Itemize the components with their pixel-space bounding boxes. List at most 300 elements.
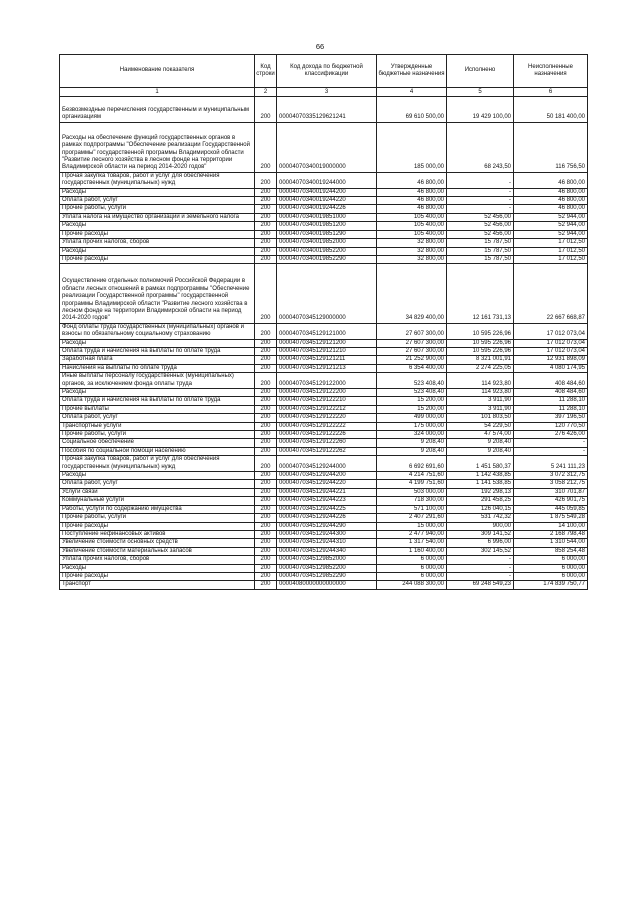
row-executed-cell: 531 742,32 [447, 514, 514, 522]
row-unexecuted-cell: 6 000,00 [514, 564, 588, 572]
row-income-code-cell: 00004080000000000000 [277, 581, 377, 589]
row-line-code-cell: 200 [255, 447, 277, 455]
row-line-code-cell: 200 [255, 547, 277, 555]
row-name-cell: Коммунальные услуги [60, 497, 255, 505]
row-income-code-cell: 00004070345129121210 [277, 347, 377, 355]
row-income-code-cell: 00004070345129852200 [277, 564, 377, 572]
row-executed-cell: 52 456,00 [447, 230, 514, 238]
row-name-cell: Пособия по социальной помощи населению [60, 447, 255, 455]
row-income-code-cell: 00004070340019851290 [277, 230, 377, 238]
row-name-cell: Прочая закупка товаров, работ и услуг для обеспечения государственных (муниципальных) нужд [60, 456, 255, 472]
row-approved-cell: 105 400,00 [377, 222, 447, 230]
row-approved-cell: 15 000,00 [377, 522, 447, 530]
column-number: 3 [277, 88, 377, 97]
row-line-code-cell: 200 [255, 397, 277, 405]
row-executed-cell: 291 458,25 [447, 497, 514, 505]
row-line-code-cell: 200 [255, 122, 277, 172]
row-approved-cell: 32 800,00 [377, 247, 447, 255]
row-executed-cell: - [447, 205, 514, 213]
row-approved-cell: 718 300,00 [377, 497, 447, 505]
row-approved-cell: 15 200,00 [377, 405, 447, 413]
row-unexecuted-cell: 6 000,00 [514, 556, 588, 564]
header-executed: Исполнено [447, 55, 514, 88]
row-approved-cell: 6 000,00 [377, 572, 447, 580]
row-executed-cell: 1 451 580,37 [447, 456, 514, 472]
row-income-code-cell: 00004070340019244226 [277, 205, 377, 213]
table-row [60, 247, 588, 255]
row-name-cell: Уплата прочих налогов, сборов [60, 556, 255, 564]
row-name-cell: Начисления на выплаты по оплате труда [60, 364, 255, 372]
row-approved-cell: 34 829 400,00 [377, 264, 447, 323]
row-income-code-cell: 00004070345129244226 [277, 514, 377, 522]
row-unexecuted-cell: - [514, 439, 588, 447]
row-line-code-cell: 200 [255, 356, 277, 364]
row-income-code-cell: 00004070345129244223 [277, 497, 377, 505]
column-number: 4 [377, 88, 447, 97]
row-unexecuted-cell: 46 800,00 [514, 188, 588, 196]
row-unexecuted-cell: 52 944,00 [514, 230, 588, 238]
row-name-cell: Безвозмездные перечисления государственным и муниципальным организациям [60, 97, 255, 123]
row-line-code-cell: 200 [255, 572, 277, 580]
row-income-code-cell: 00004070340019000000 [277, 122, 377, 172]
row-executed-cell: 114 923,80 [447, 389, 514, 397]
row-unexecuted-cell: 17 012 073,04 [514, 323, 588, 339]
row-line-code-cell: 200 [255, 422, 277, 430]
row-line-code-cell: 200 [255, 197, 277, 205]
row-unexecuted-cell: 52 944,00 [514, 222, 588, 230]
table-row [60, 222, 588, 230]
table-row [60, 431, 588, 439]
row-approved-cell: 6 354 400,00 [377, 364, 447, 372]
budget-execution-table [59, 54, 588, 590]
row-executed-cell: 126 040,15 [447, 505, 514, 513]
row-executed-cell: 114 923,80 [447, 373, 514, 389]
row-name-cell: Услуги связи [60, 488, 255, 496]
row-line-code-cell: 200 [255, 581, 277, 589]
row-approved-cell: 105 400,00 [377, 230, 447, 238]
row-approved-cell: 27 607 300,00 [377, 339, 447, 347]
row-executed-cell: 54 229,50 [447, 422, 514, 430]
row-line-code-cell: 200 [255, 480, 277, 488]
row-unexecuted-cell: 1 310 544,00 [514, 539, 588, 547]
row-income-code-cell: 00004070345129244225 [277, 505, 377, 513]
header-row [60, 55, 588, 88]
row-approved-cell: 46 800,00 [377, 205, 447, 213]
table-row [60, 239, 588, 247]
row-unexecuted-cell: 408 484,60 [514, 389, 588, 397]
row-line-code-cell: 200 [255, 431, 277, 439]
row-approved-cell: 69 610 500,00 [377, 97, 447, 123]
table-row [60, 397, 588, 405]
row-approved-cell: 4 199 751,60 [377, 480, 447, 488]
row-approved-cell: 244 088 300,00 [377, 581, 447, 589]
row-income-code-cell: 00004070345129122262 [277, 447, 377, 455]
table-row [60, 564, 588, 572]
row-approved-cell: 105 400,00 [377, 213, 447, 221]
row-unexecuted-cell: 174 839 750,77 [514, 581, 588, 589]
row-line-code-cell: 200 [255, 472, 277, 480]
row-line-code-cell: 200 [255, 255, 277, 263]
row-income-code-cell: 00004070340019244000 [277, 172, 377, 188]
row-name-cell: Заработная плата [60, 356, 255, 364]
row-income-code-cell: 00004070345129121200 [277, 339, 377, 347]
row-executed-cell: 302 145,52 [447, 547, 514, 555]
row-income-code-cell: 00004070340019852200 [277, 247, 377, 255]
row-income-code-cell: 00004070340019852290 [277, 255, 377, 263]
row-approved-cell: 2 477 940,00 [377, 530, 447, 538]
table-row [60, 497, 588, 505]
table-row [60, 339, 588, 347]
table-row [60, 488, 588, 496]
row-approved-cell: 175 000,00 [377, 422, 447, 430]
row-name-cell: Оплата работ, услуг [60, 197, 255, 205]
row-approved-cell: 46 800,00 [377, 188, 447, 196]
row-income-code-cell: 00004070345129244310 [277, 539, 377, 547]
row-approved-cell: 6 000,00 [377, 564, 447, 572]
row-name-cell: Расходы [60, 389, 255, 397]
row-line-code-cell: 200 [255, 97, 277, 123]
row-approved-cell: 499 000,00 [377, 414, 447, 422]
row-line-code-cell: 200 [255, 405, 277, 413]
row-income-code-cell: 00004070345129244340 [277, 547, 377, 555]
row-line-code-cell: 200 [255, 497, 277, 505]
row-executed-cell: - [447, 197, 514, 205]
row-income-code-cell: 00004070345129244220 [277, 480, 377, 488]
row-executed-cell: 19 429 100,00 [447, 97, 514, 123]
table-row [60, 389, 588, 397]
row-executed-cell: 10 595 226,96 [447, 347, 514, 355]
row-line-code-cell: 200 [255, 389, 277, 397]
row-approved-cell: 46 800,00 [377, 197, 447, 205]
row-unexecuted-cell: 120 770,50 [514, 422, 588, 430]
header-income-code: Код дохода по бюджетной классификации [277, 55, 377, 88]
row-line-code-cell: 200 [255, 188, 277, 196]
row-approved-cell: 15 200,00 [377, 397, 447, 405]
row-approved-cell: 324 000,00 [377, 431, 447, 439]
row-executed-cell: 68 243,50 [447, 122, 514, 172]
row-executed-cell: 1 142 438,85 [447, 472, 514, 480]
header-approved: Утвержденные бюджетные назначения [377, 55, 447, 88]
row-executed-cell: 15 787,50 [447, 247, 514, 255]
row-unexecuted-cell: 4 080 174,95 [514, 364, 588, 372]
column-number: 5 [447, 88, 514, 97]
row-executed-cell: 12 161 731,13 [447, 264, 514, 323]
table-row [60, 172, 588, 188]
row-name-cell: Оплата труда и начисления на выплаты по оплате труда [60, 347, 255, 355]
row-unexecuted-cell: 1 875 549,28 [514, 514, 588, 522]
header-name: Наименование показателя [60, 55, 255, 88]
row-executed-cell: - [447, 556, 514, 564]
row-unexecuted-cell: 52 944,00 [514, 213, 588, 221]
row-unexecuted-cell: 11 288,10 [514, 397, 588, 405]
row-executed-cell: 1 141 538,85 [447, 480, 514, 488]
row-approved-cell: 32 800,00 [377, 239, 447, 247]
row-name-cell: Прочие выплаты [60, 405, 255, 413]
row-line-code-cell: 200 [255, 205, 277, 213]
row-income-code-cell: 00004070340019244200 [277, 188, 377, 196]
row-unexecuted-cell: 445 059,85 [514, 505, 588, 513]
table-row [60, 439, 588, 447]
row-approved-cell: 21 252 900,00 [377, 356, 447, 364]
row-executed-cell: 309 141,52 [447, 530, 514, 538]
table-row [60, 205, 588, 213]
table-row [60, 97, 588, 123]
row-unexecuted-cell: 11 288,10 [514, 405, 588, 413]
row-name-cell: Социальное обеспечение [60, 439, 255, 447]
row-line-code-cell: 200 [255, 373, 277, 389]
table-row [60, 230, 588, 238]
row-income-code-cell: 00004070345129121213 [277, 364, 377, 372]
row-executed-cell: - [447, 564, 514, 572]
row-line-code-cell: 200 [255, 213, 277, 221]
row-line-code-cell: 200 [255, 239, 277, 247]
row-income-code-cell: 00004070340019851000 [277, 213, 377, 221]
row-income-code-cell: 00004070345129122200 [277, 389, 377, 397]
row-unexecuted-cell: 46 800,00 [514, 172, 588, 188]
column-number: 1 [60, 88, 255, 97]
table-row [60, 572, 588, 580]
row-name-cell: Оплата труда и начисления на выплаты по оплате труда [60, 397, 255, 405]
table-row [60, 356, 588, 364]
row-name-cell: Транспорт [60, 581, 255, 589]
table-row [60, 323, 588, 339]
row-income-code-cell: 00004070345129244290 [277, 522, 377, 530]
table-row [60, 188, 588, 196]
row-unexecuted-cell: 276 426,00 [514, 431, 588, 439]
row-approved-cell: 27 607 300,00 [377, 323, 447, 339]
row-name-cell: Прочие расходы [60, 230, 255, 238]
row-name-cell: Транспортные услуги [60, 422, 255, 430]
row-executed-cell: 3 911,90 [447, 405, 514, 413]
row-executed-cell: 192 298,13 [447, 488, 514, 496]
row-name-cell: Уплата прочих налогов, сборов [60, 239, 255, 247]
row-unexecuted-cell: 5 241 111,23 [514, 456, 588, 472]
row-approved-cell: 523 408,40 [377, 373, 447, 389]
row-unexecuted-cell: 858 254,48 [514, 547, 588, 555]
row-line-code-cell: 200 [255, 347, 277, 355]
row-line-code-cell: 200 [255, 456, 277, 472]
row-unexecuted-cell: 3 058 212,75 [514, 480, 588, 488]
row-approved-cell: 32 800,00 [377, 255, 447, 263]
row-unexecuted-cell: 12 931 898,09 [514, 356, 588, 364]
table-body [60, 97, 588, 590]
table-row [60, 414, 588, 422]
row-name-cell: Расходы [60, 564, 255, 572]
row-income-code-cell: 00004070340019852000 [277, 239, 377, 247]
row-name-cell: Прочие работы, услуги [60, 431, 255, 439]
row-line-code-cell: 200 [255, 222, 277, 230]
table-row [60, 547, 588, 555]
column-number: 2 [255, 88, 277, 97]
row-income-code-cell: 00004070345129244300 [277, 530, 377, 538]
row-unexecuted-cell: 17 012,50 [514, 255, 588, 263]
row-line-code-cell: 200 [255, 505, 277, 513]
row-income-code-cell: 00004070345129122222 [277, 422, 377, 430]
row-income-code-cell: 00004070345129244000 [277, 456, 377, 472]
table-row [60, 347, 588, 355]
row-line-code-cell: 200 [255, 539, 277, 547]
row-unexecuted-cell: 17 012 073,04 [514, 339, 588, 347]
row-approved-cell: 4 214 751,60 [377, 472, 447, 480]
header-line-code: Код строки [255, 55, 277, 88]
row-name-cell: Фонд оплаты труда государственных (муниципальных) органов и взносы по обязательному социальному страхованию [60, 323, 255, 339]
table-row [60, 480, 588, 488]
row-unexecuted-cell: 408 484,60 [514, 373, 588, 389]
table-row [60, 556, 588, 564]
row-name-cell: Расходы [60, 247, 255, 255]
row-income-code-cell: 00004070345129244200 [277, 472, 377, 480]
row-income-code-cell: 00004070345129244221 [277, 488, 377, 496]
row-name-cell: Прочие расходы [60, 255, 255, 263]
row-line-code-cell: 200 [255, 530, 277, 538]
row-approved-cell: 6 000,00 [377, 556, 447, 564]
row-approved-cell: 2 407 291,60 [377, 514, 447, 522]
row-line-code-cell: 200 [255, 439, 277, 447]
row-line-code-cell: 200 [255, 264, 277, 323]
row-approved-cell: 1 317 540,00 [377, 539, 447, 547]
row-line-code-cell: 200 [255, 564, 277, 572]
table-row [60, 422, 588, 430]
row-name-cell: Прочие расходы [60, 522, 255, 530]
table-row [60, 264, 588, 323]
row-income-code-cell: 00004070345129122220 [277, 414, 377, 422]
row-unexecuted-cell: 46 800,00 [514, 197, 588, 205]
row-income-code-cell: 00004070340019244220 [277, 197, 377, 205]
row-unexecuted-cell: 22 667 668,87 [514, 264, 588, 323]
row-unexecuted-cell: 2 168 798,48 [514, 530, 588, 538]
table-row [60, 472, 588, 480]
row-approved-cell: 503 000,00 [377, 488, 447, 496]
row-unexecuted-cell: 310 701,87 [514, 488, 588, 496]
row-executed-cell: 47 574,00 [447, 431, 514, 439]
row-line-code-cell: 200 [255, 514, 277, 522]
row-income-code-cell: 00004070345129000000 [277, 264, 377, 323]
table-row [60, 255, 588, 263]
row-name-cell: Оплата работ, услуг [60, 414, 255, 422]
row-approved-cell: 571 100,00 [377, 505, 447, 513]
row-unexecuted-cell: 116 756,50 [514, 122, 588, 172]
row-executed-cell: 52 456,00 [447, 222, 514, 230]
row-line-code-cell: 200 [255, 522, 277, 530]
row-approved-cell: 6 692 691,60 [377, 456, 447, 472]
row-name-cell: Расходы на обеспечение функций государственных органов в рамках подпрограммы "Обеспечение реализации Государственной программы" государственной программы Владимирской области "Развитие лесного хозяйства в лесном фонде на территории Владимирской области на период 2014-2020 годов" [60, 122, 255, 172]
header-unexecuted: Неисполненные назначения [514, 55, 588, 88]
row-income-code-cell: 00004070345129852000 [277, 556, 377, 564]
row-name-cell: Осуществление отдельных полномочий Российской Федерации в области лесных отношений в рамках подпрограммы "Обеспечение реализации Государственной программы" государственной программы Владимирской области "Развитие лесного хозяйства в лесном фонде на территории Владимирской области на период 2014-2020 годов" [60, 264, 255, 323]
row-income-code-cell: 00004070335129621241 [277, 97, 377, 123]
table-row [60, 373, 588, 389]
column-number: 6 [514, 88, 588, 97]
row-income-code-cell: 00004070345129852290 [277, 572, 377, 580]
row-approved-cell: 46 800,00 [377, 172, 447, 188]
row-name-cell: Расходы [60, 339, 255, 347]
row-approved-cell: 9 208,40 [377, 447, 447, 455]
row-income-code-cell: 00004070345129121000 [277, 323, 377, 339]
row-unexecuted-cell: 397 196,50 [514, 414, 588, 422]
row-line-code-cell: 200 [255, 414, 277, 422]
row-income-code-cell: 00004070340019851200 [277, 222, 377, 230]
row-approved-cell: 523 408,40 [377, 389, 447, 397]
row-approved-cell: 9 208,40 [377, 439, 447, 447]
row-unexecuted-cell: 50 181 400,00 [514, 97, 588, 123]
row-executed-cell: 9 208,40 [447, 447, 514, 455]
table-row [60, 514, 588, 522]
row-executed-cell: 69 248 549,23 [447, 581, 514, 589]
row-executed-cell: 15 787,50 [447, 239, 514, 247]
column-number-row [60, 88, 588, 97]
row-income-code-cell: 00004070345129122000 [277, 373, 377, 389]
row-name-cell: Работы, услуги по содержанию имущества [60, 505, 255, 513]
table-row [60, 405, 588, 413]
row-line-code-cell: 200 [255, 488, 277, 496]
table-row [60, 456, 588, 472]
row-executed-cell: 10 595 226,96 [447, 339, 514, 347]
row-name-cell: Прочие расходы [60, 572, 255, 580]
row-name-cell: Оплата работ, услуг [60, 480, 255, 488]
table-row [60, 539, 588, 547]
row-executed-cell: 9 208,40 [447, 439, 514, 447]
row-executed-cell: 3 911,90 [447, 397, 514, 405]
row-approved-cell: 27 607 300,00 [377, 347, 447, 355]
table-row [60, 197, 588, 205]
row-income-code-cell: 00004070345129122210 [277, 397, 377, 405]
row-approved-cell: 185 000,00 [377, 122, 447, 172]
row-name-cell: Прочая закупка товаров, работ и услуг для обеспечения государственных (муниципальных) нужд [60, 172, 255, 188]
row-line-code-cell: 200 [255, 230, 277, 238]
table-row [60, 581, 588, 589]
row-income-code-cell: 00004070345129122226 [277, 431, 377, 439]
table-row [60, 530, 588, 538]
row-unexecuted-cell: 17 012 073,04 [514, 347, 588, 355]
row-unexecuted-cell: 3 072 312,75 [514, 472, 588, 480]
page-number: 66 [315, 42, 325, 51]
row-name-cell: Расходы [60, 472, 255, 480]
row-executed-cell: 15 787,50 [447, 255, 514, 263]
row-line-code-cell: 200 [255, 247, 277, 255]
row-executed-cell: - [447, 188, 514, 196]
row-income-code-cell: 00004070345129121211 [277, 356, 377, 364]
row-unexecuted-cell: 17 012,50 [514, 247, 588, 255]
table-row [60, 447, 588, 455]
row-name-cell: Уплата налога на имущество организаций и земельного налога [60, 213, 255, 221]
row-executed-cell: 900,00 [447, 522, 514, 530]
row-name-cell: Прочие работы, услуги [60, 205, 255, 213]
row-executed-cell: - [447, 572, 514, 580]
row-unexecuted-cell: 426 901,75 [514, 497, 588, 505]
row-executed-cell: 52 456,00 [447, 213, 514, 221]
row-name-cell: Иные выплаты персоналу государственных (муниципальных) органов, за исключением фонда оплаты труда [60, 373, 255, 389]
row-income-code-cell: 00004070345129122260 [277, 439, 377, 447]
row-approved-cell: 1 160 400,00 [377, 547, 447, 555]
row-unexecuted-cell: 14 100,00 [514, 522, 588, 530]
row-executed-cell: - [447, 172, 514, 188]
row-income-code-cell: 00004070345129122212 [277, 405, 377, 413]
row-unexecuted-cell: 17 012,50 [514, 239, 588, 247]
row-unexecuted-cell: - [514, 447, 588, 455]
table-row [60, 364, 588, 372]
row-executed-cell: 10 595 226,96 [447, 323, 514, 339]
row-line-code-cell: 200 [255, 556, 277, 564]
table-row [60, 122, 588, 172]
row-line-code-cell: 200 [255, 339, 277, 347]
row-name-cell: Увеличение стоимости материальных запасов [60, 547, 255, 555]
row-executed-cell: 2 274 225,05 [447, 364, 514, 372]
row-executed-cell: 8 321 001,91 [447, 356, 514, 364]
row-unexecuted-cell: 6 000,00 [514, 572, 588, 580]
row-line-code-cell: 200 [255, 172, 277, 188]
row-line-code-cell: 200 [255, 323, 277, 339]
row-unexecuted-cell: 46 800,00 [514, 205, 588, 213]
